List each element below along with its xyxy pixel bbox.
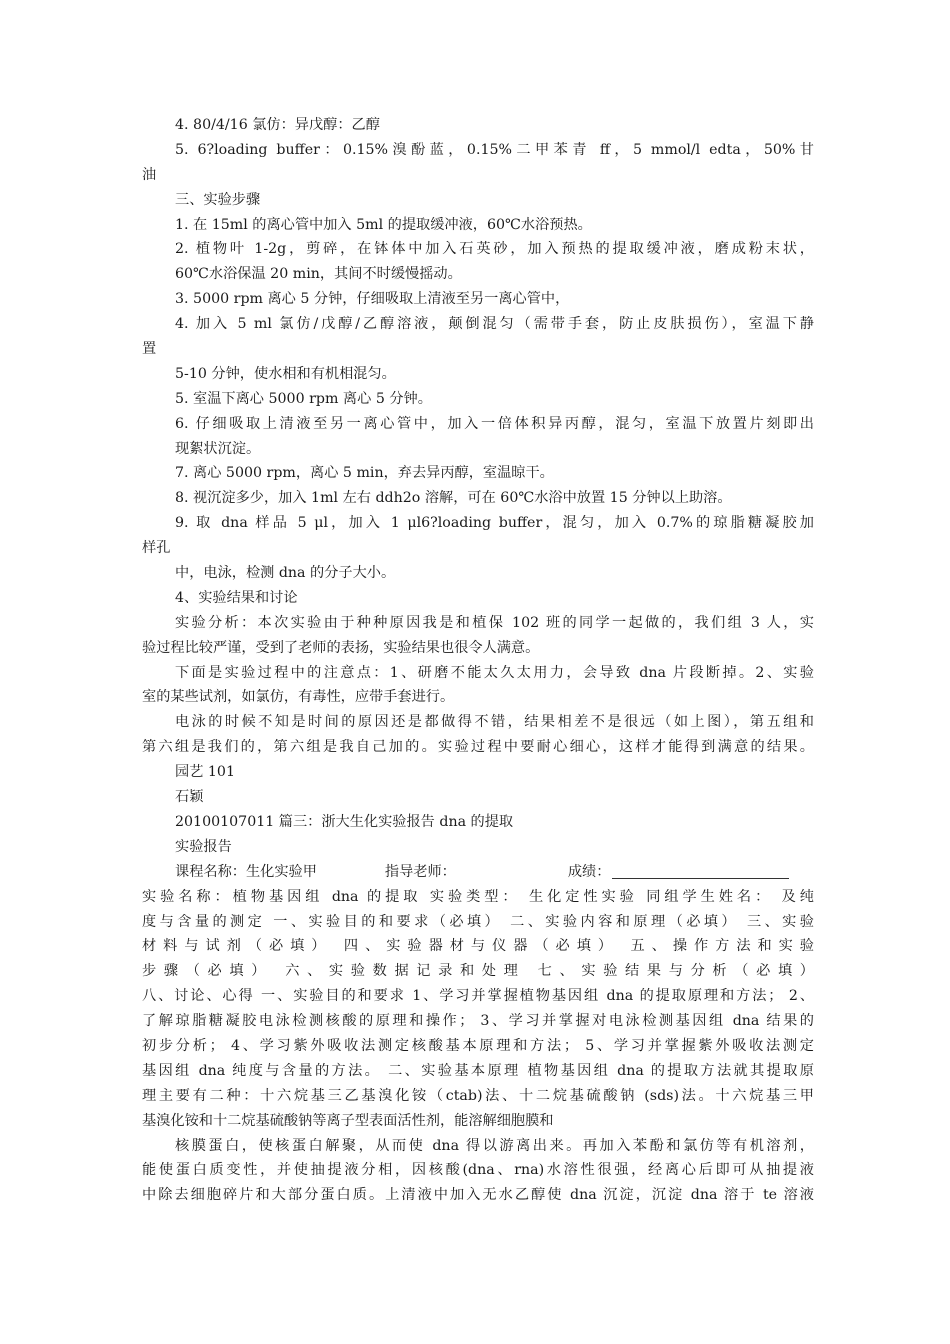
section-heading: 三、实验步骤 <box>175 191 261 208</box>
text-line: 3. 5000 rpm 离心 5 分钟，仔细吸取上清液至另一离心管中， <box>175 291 570 308</box>
text-line: 8. 视沉淀多少，加入 1ml 左右 ddh2o 溶解，可在 60℃水浴中放置 15 分钟以上助溶。 <box>175 490 732 507</box>
text-line: 5. 6?loading buffer：0.15%溴酚蓝，0.15%二甲苯青 ff，5 mmol/l edta，50%甘 <box>175 141 814 158</box>
text-line: 置 <box>142 341 157 358</box>
grade-blank <box>612 862 789 879</box>
author-name: 石颖 <box>175 789 204 806</box>
text-line: 电泳的时候不知是时间的原因还是都做得不错，结果相差不是很远（如上图），第五组和 <box>175 714 814 731</box>
document-body <box>142 113 814 1208</box>
text-line: 材料与试剂（必填） 四、实验器材与仪器（必填） 五、操作方法和实验 <box>142 938 814 955</box>
section-heading: 4、实验结果和讨论 <box>175 589 298 606</box>
text-line: 6. 仔细吸取上清液至另一离心管中，加入一倍体积异丙醇，混匀，室温下放置片刻即出 <box>175 415 814 432</box>
article-title: 20100107011 篇三：浙大生化实验报告 dna 的提取 <box>175 813 514 830</box>
text-line: 中，电泳，检测 dna 的分子大小。 <box>175 565 396 582</box>
text-line: 实验名称：植物基因组 dna 的提取 实验类型： 生化定性实验 同组学生姓名： 及纯 <box>142 888 814 905</box>
course-label: 课程名称： <box>175 863 246 880</box>
report-form-row <box>142 860 814 885</box>
text-line: 初步分析； 4、学习紫外吸收法测定核酸基本原理和方法； 5、学习并掌握紫外吸收法测定 <box>142 1037 814 1054</box>
text-line: 5. 室温下离心 5000 rpm 离心 5 分钟。 <box>175 390 432 407</box>
text-line: 样孔 <box>142 540 171 557</box>
text-line: 中除去细胞碎片和大部分蛋白质。上清液中加入无水乙醇使 dna 沉淀，沉淀 dna 溶于 te 溶液 <box>142 1187 814 1204</box>
text-line: 验过程比较严谨，受到了老师的表扬，实验结果也很令人满意。 <box>142 639 540 656</box>
text-line: 步骤（必填） 六、实验数据记录和处理 七、实验结果与分析（必填） <box>142 963 814 980</box>
text-line: 实验分析：本次实验由于种种原因我是和植保 102 班的同学一起做的，我们组 3 人，实 <box>175 614 814 631</box>
grade-label: 成绩： <box>567 863 611 880</box>
text-line: 核膜蛋白，使核蛋白解聚，从而使 dna 得以游离出来。再加入苯酚和氯仿等有机溶剂， <box>175 1137 814 1154</box>
text-line: 了解琼脂糖凝胶电泳检测核酸的原理和操作； 3、学习并掌握对电泳检测基因组 dna 结果的 <box>142 1013 814 1030</box>
text-line: 4. 加入 5 ml 氯仿/戊醇/乙醇溶液，颠倒混匀（需带手套，防止皮肤损伤），室温下静 <box>175 316 814 333</box>
text-line: 基溴化铵和十二烷基硫酸钠等离子型表面活性剂，能溶解细胞膜和 <box>142 1112 554 1129</box>
report-heading: 实验报告 <box>175 838 232 855</box>
text-line: 下面是实验过程中的注意点：1、研磨不能太久太用力，会导致 dna 片段断掉。2、实验 <box>175 664 814 681</box>
text-line: 4. 80/4/16 氯仿：异戊醇：乙醇 <box>175 117 380 133</box>
course-value: 生化实验甲 <box>245 863 317 880</box>
text-line: 油 <box>142 166 157 183</box>
text-line: 室的某些试剂，如氯仿，有毒性，应带手套进行。 <box>142 689 455 706</box>
text-line: 1. 在 15ml 的离心管中加入 5ml 的提取缓冲液，60℃水浴预热。 <box>175 216 592 233</box>
text-line: 基因组 dna 纯度与含量的方法。 二、实验基本原理 植物基因组 dna 的提取方法就其提取原 <box>142 1062 814 1079</box>
text-line: 2. 植物叶 1-2g，剪碎，在钵体中加入石英砂，加入预热的提取缓冲液，磨成粉末状， <box>175 241 814 258</box>
teacher-label: 指导老师： <box>384 863 456 880</box>
author-class: 园艺 101 <box>175 764 235 781</box>
text-line: 第六组是我们的，第六组是我自己加的。实验过程中要耐心细心，这样才能得到满意的结果。 <box>142 739 814 756</box>
text-line: 现絮状沉淀。 <box>175 440 261 457</box>
text-line: 八、讨论、心得 一、实验目的和要求 1、学习并掌握植物基因组 dna 的提取原理和方法； 2、 <box>142 988 814 1005</box>
text-line: 理主要有二种：十六烷基三乙基溴化铵（ctab)法、十二烷基硫酸钠 (sds)法。十六烷基三甲 <box>142 1087 814 1104</box>
text-line: 能使蛋白质变性，并使抽提液分相，因核酸(dna、rna)水溶性很强，经离心后即可从抽提液 <box>142 1162 814 1179</box>
text-line: 60℃水浴保温 20 min，其间不时缓慢摇动。 <box>175 266 462 283</box>
text-line: 5-10 分钟，使水相和有机相混匀。 <box>175 365 396 382</box>
text-line: 度与含量的测定 一、实验目的和要求（必填） 二、实验内容和原理（必填） 三、实验 <box>142 913 814 930</box>
text-line: 7. 离心 5000 rpm，离心 5 min，弃去异丙醇，室温晾干。 <box>175 465 554 482</box>
text-line: 9. 取 dna 样品 5 μl，加入 1 μl6?loading buffer，混匀，加入 0.7%的琼脂糖凝胶加 <box>175 515 814 532</box>
